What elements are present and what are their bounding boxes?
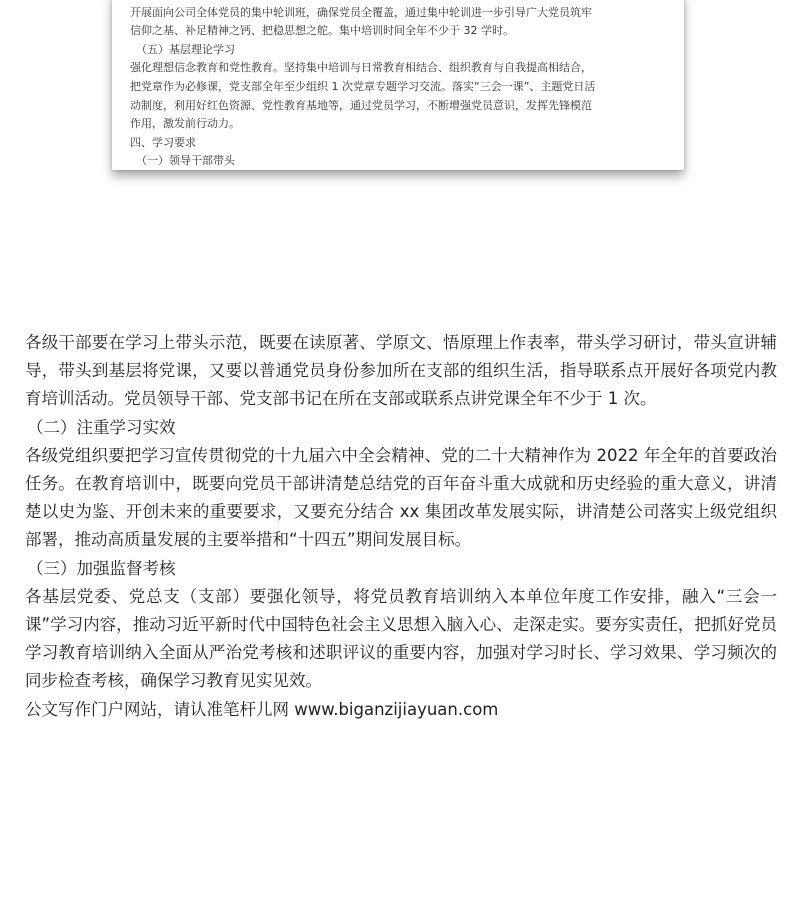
paragraph-leaders-example: 各级干部要在学习上带头示范，既要在读原著、学原文、悟原理上作表率，带头学习研讨，带头宣讲辅导，带头到基层将党课，又要以普通党员身份参加所在支部的组织生活，指导联系点开展好各项党内教育培训活动。党员领导干部、党支部书记在所在支部或联系点讲党课全年不少于 1 次。	[25, 333, 777, 409]
preview-line: 动制度，利用好红色资源、党性教育基地等，通过党员学习，不断增强党员意识，发挥先锋模范	[130, 98, 592, 112]
document-body	[25, 329, 777, 724]
heading-supervision: （三）加强监督考核	[27, 558, 176, 578]
footer-website-note: 公文写作门户网站，请认准笔杆儿网 www.biganzijiayuan.com	[25, 699, 499, 719]
preview-line: 把党章作为必修课，党支部全年至少组织 1 次党章专题学习交流。落实“三会一课”、主题党日活	[130, 79, 596, 93]
paragraph-learning-effectiveness: 各级党组织要把学习宣传贯彻党的十九届六中全会精神、党的二十大精神作为 2022 年全年的首要政治任务。在教育培训中，既要向党员干部讲清楚总结党的百年奋斗重大成就和历史经验的重大意义，讲清楚以史为鉴、开创未来的重要要求，又要充分结合 xx 集团改革发展实际，讲清楚公司落实上级党组织部署，推动高质量发展的主要举措和“十四五”期间发展目标。	[25, 445, 777, 550]
preview-heading-requirements: 四、学习要求	[130, 135, 196, 149]
preview-line: 信仰之基、补足精神之钙、把稳思想之舵。集中培训时间全年不少于 32 学时。	[130, 24, 514, 38]
heading-learning-effectiveness: （二）注重学习实效	[27, 417, 176, 437]
preview-line: 开展面向公司全体党员的集中轮训班，确保党员全覆盖，通过集中轮训进一步引导广大党员筑牢	[130, 5, 592, 19]
document-preview-card	[112, 0, 684, 170]
preview-line: 强化理想信念教育和党性教育。坚持集中培训与日常教育相结合、组织教育与自我提高相结合，	[130, 61, 592, 75]
document-preview-content	[130, 0, 654, 170]
preview-heading-basic-theory: （五）基层理论学习	[136, 42, 235, 56]
paragraph-supervision: 各基层党委、党总支（支部）要强化领导，将党员教育培训纳入本单位年度工作安排，融入“三会一课”学习内容，推动习近平新时代中国特色社会主义思想入脑入心、走深走实。要夯实责任，把抓好党员学习教育培训纳入全面从严治党考核和述职评议的重要内容，加强对学习时长、学习效果、学习频次的同步检查考核，确保学习教育见实见效。	[25, 586, 777, 691]
preview-heading-leaders: （一）领导干部带头	[136, 154, 235, 168]
preview-line: 作用，激发前行动力。	[130, 117, 240, 131]
